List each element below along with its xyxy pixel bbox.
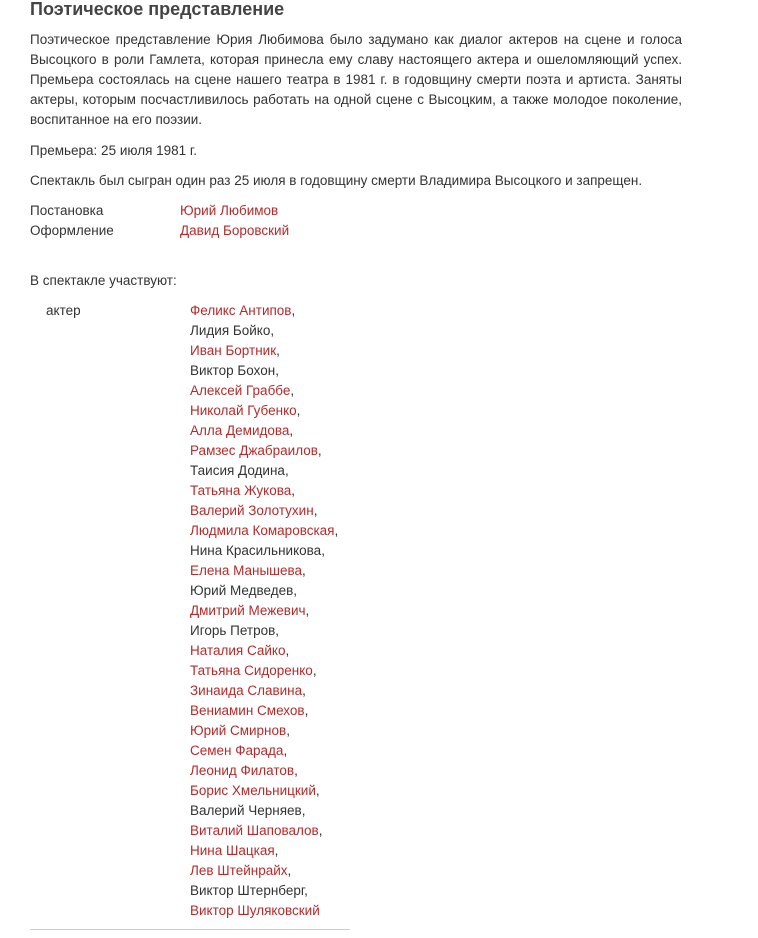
cast-item xyxy=(190,441,338,461)
performance-note: Спектакль был сыгран один раз 25 июля в годовщину смерти Владимира Высоцкого и запрещен. xyxy=(30,173,643,188)
actor-link[interactable]: Вениамин Смехов xyxy=(190,703,305,718)
actor-link[interactable]: Виталий Шаповалов xyxy=(190,823,319,838)
cast-item xyxy=(190,681,338,701)
actor-name: Игорь Петров xyxy=(190,623,276,638)
separator: , xyxy=(315,783,320,798)
cast-item xyxy=(190,861,338,881)
cast-item xyxy=(190,841,338,861)
cast-item xyxy=(190,901,338,921)
separator: , xyxy=(318,823,323,838)
separator: , xyxy=(291,303,296,318)
cast-item xyxy=(190,421,338,441)
cast-item xyxy=(190,721,338,741)
separator: , xyxy=(287,863,292,878)
cast-item xyxy=(190,701,338,721)
actor-name: Нина Красильникова xyxy=(190,543,322,558)
actor-link[interactable]: Иван Бортник xyxy=(190,343,277,358)
actor-link[interactable]: Дмитрий Межевич xyxy=(190,603,306,618)
actor-link[interactable]: Николай Губенко xyxy=(190,403,297,418)
cast-item xyxy=(190,741,338,761)
page-title: Поэтическое представление xyxy=(30,0,285,19)
separator: , xyxy=(305,603,310,618)
cast-item xyxy=(190,341,338,361)
actor-name: Юрий Медведев xyxy=(190,583,294,598)
actor-link[interactable]: Татьяна Жукова xyxy=(190,483,292,498)
intro-paragraph: Поэтическое представление Юрия Любимова было задумано как диалог актеров на сцене и голоса Высоцкого в роли Гамлета, которая принесла ему славу настоящего актера и ошеломляющий успех. Премьера состоялась на сцене нашего театра в 1981 г. в годовщину смерти поэта и артиста. Заняты актеры, которым посчастливилось работать на одной сцене с Высоцким, а также молодое поколение, воспитанное на его поэзии. xyxy=(30,32,682,127)
actor-link[interactable]: Татьяна Сидоренко xyxy=(190,663,313,678)
separator: , xyxy=(302,683,306,698)
actor-link[interactable]: Борис Хмельницкий xyxy=(190,783,316,798)
actor-name: Таисия Додина xyxy=(190,463,285,478)
actor-link[interactable]: Валерий Золотухин xyxy=(190,503,314,518)
actor-link[interactable]: Юрий Смирнов xyxy=(190,723,287,738)
separator: , xyxy=(285,643,290,658)
actor-link[interactable]: Алла Демидова xyxy=(190,423,290,438)
cast-item xyxy=(190,361,338,381)
actor-link[interactable]: Нина Шацкая xyxy=(190,843,275,858)
separator: , xyxy=(293,583,298,598)
separator: , xyxy=(270,323,275,338)
cast-item xyxy=(190,801,338,821)
cast-item xyxy=(190,501,338,521)
credits-list xyxy=(30,201,289,241)
cast-item xyxy=(190,461,338,481)
separator: , xyxy=(274,843,279,858)
actor-link[interactable]: Зинаида Славина xyxy=(190,683,303,698)
actor-link[interactable]: Елена Манышева xyxy=(190,563,303,578)
cast-item xyxy=(190,821,338,841)
cast-item xyxy=(190,621,338,641)
cast-section xyxy=(46,301,338,921)
separator: , xyxy=(291,483,296,498)
cast-list xyxy=(190,301,338,921)
separator: , xyxy=(290,383,295,398)
cast-item xyxy=(190,641,338,661)
cast-item xyxy=(190,661,338,681)
credit-row-director xyxy=(30,201,289,221)
cast-item xyxy=(190,541,338,561)
actor-link[interactable]: Лев Штейнрайх xyxy=(190,863,288,878)
actor-link[interactable]: Рамзес Джабраилов xyxy=(190,443,318,458)
divider xyxy=(30,929,350,930)
separator: , xyxy=(276,343,280,358)
director-link[interactable]: Юрий Любимов xyxy=(180,203,279,218)
actor-link[interactable]: Наталия Сайко xyxy=(190,643,286,658)
separator: , xyxy=(313,503,318,518)
cast-item xyxy=(190,481,338,501)
separator: , xyxy=(312,663,317,678)
credit-row-designer xyxy=(30,221,289,241)
cast-item xyxy=(190,761,338,781)
actor-name: Валерий Черняев xyxy=(190,803,302,818)
actor-name: Виктор Бохон xyxy=(190,363,276,378)
cast-item xyxy=(190,561,338,581)
separator: , xyxy=(304,883,308,898)
designer-link[interactable]: Давид Боровский xyxy=(180,223,290,238)
cast-item xyxy=(190,301,338,321)
actor-link[interactable]: Виктор Шуляковский xyxy=(190,903,320,918)
separator: , xyxy=(294,763,298,778)
credit-role: Оформление xyxy=(30,223,114,238)
separator: , xyxy=(304,703,309,718)
cast-role-label: актер xyxy=(46,303,81,318)
premiere-date: Премьера: 25 июля 1981 г. xyxy=(30,143,197,158)
actor-name: Лидия Бойко xyxy=(190,323,271,338)
separator: , xyxy=(301,803,306,818)
credit-role: Постановка xyxy=(30,203,104,218)
actor-link[interactable]: Людмила Комаровская xyxy=(190,523,335,538)
cast-item xyxy=(190,521,338,541)
separator: , xyxy=(284,463,289,478)
cast-item xyxy=(190,781,338,801)
separator: , xyxy=(296,403,301,418)
separator: , xyxy=(321,543,325,558)
cast-item xyxy=(190,381,338,401)
separator: , xyxy=(302,563,306,578)
cast-item xyxy=(190,881,338,901)
separator: , xyxy=(283,743,288,758)
actor-link[interactable]: Семен Фарада xyxy=(190,743,284,758)
cast-item xyxy=(190,601,338,621)
separator: , xyxy=(317,443,322,458)
separator: , xyxy=(275,363,279,378)
actor-link[interactable]: Леонид Филатов xyxy=(190,763,295,778)
actor-name: Виктор Штернберг xyxy=(190,883,305,898)
cast-item xyxy=(190,401,338,421)
cast-item xyxy=(190,581,338,601)
cast-heading: В спектакле участвуют: xyxy=(30,273,177,288)
cast-item xyxy=(190,321,338,341)
separator: , xyxy=(286,723,290,738)
separator: , xyxy=(275,623,280,638)
actor-link[interactable]: Феликс Антипов xyxy=(190,303,292,318)
separator: , xyxy=(334,523,339,538)
actor-link[interactable]: Алексей Граббе xyxy=(190,383,291,398)
separator: , xyxy=(289,423,294,438)
